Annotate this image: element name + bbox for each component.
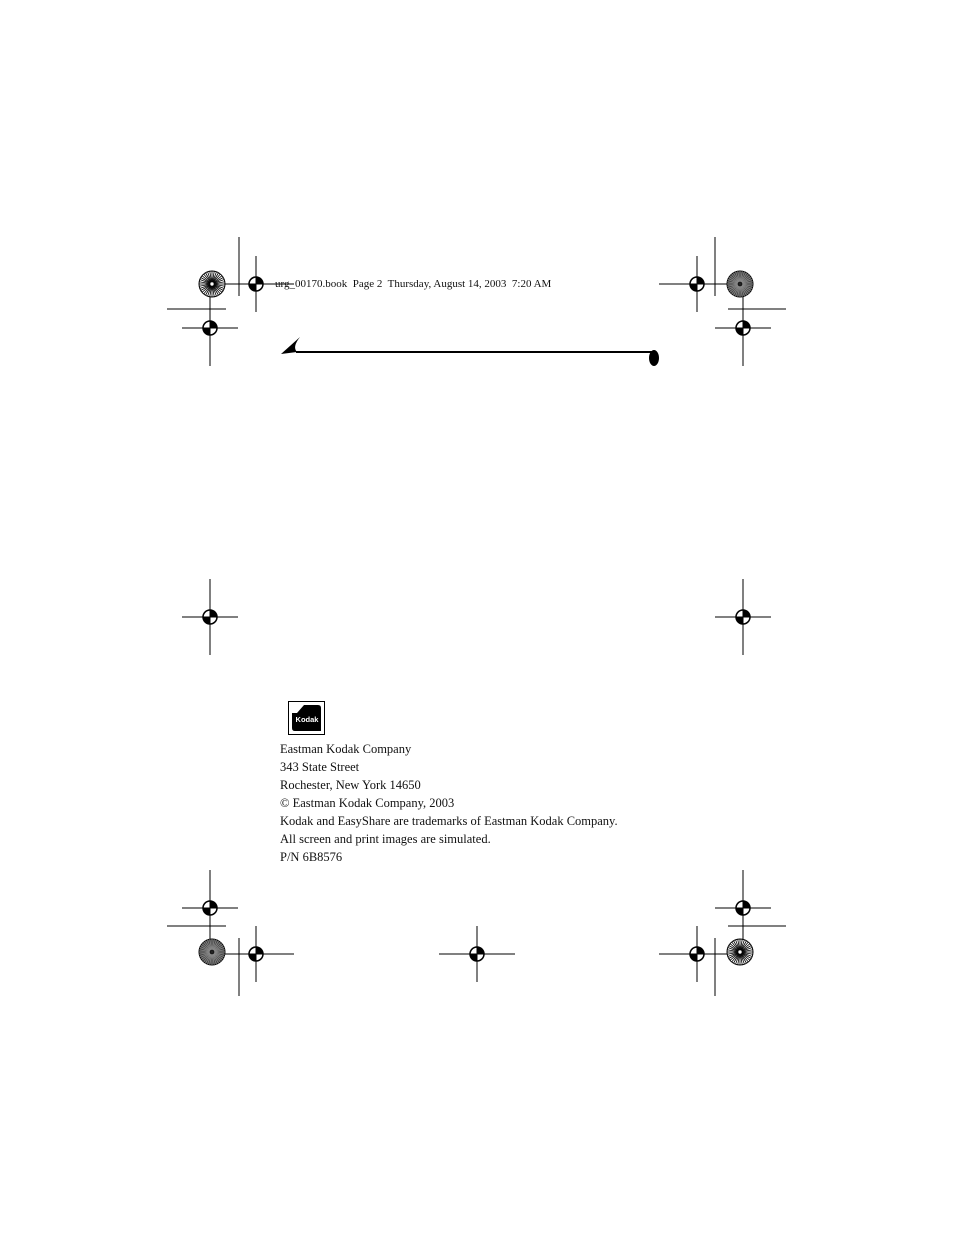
registration-mark-icon xyxy=(715,579,771,655)
imprint-copyright: © Eastman Kodak Company, 2003 xyxy=(280,796,455,810)
crop-marks xyxy=(167,237,786,996)
imprint-simulated-note: All screen and print images are simulated. xyxy=(280,832,491,846)
registration-mark-icon xyxy=(218,926,294,982)
kodak-logo-icon xyxy=(288,701,325,735)
logo-text: Kodak xyxy=(295,715,319,724)
imprint-part-number: P/N 6B8576 xyxy=(280,850,343,864)
imprint-company: Eastman Kodak Company xyxy=(280,742,412,756)
color-target-icon xyxy=(199,271,225,297)
color-target-icon xyxy=(727,271,753,297)
rule-teardrop-icon xyxy=(649,350,659,366)
registration-mark-icon xyxy=(439,926,515,982)
registration-mark-icon xyxy=(182,870,238,946)
registration-marks xyxy=(182,256,771,982)
registration-mark-icon xyxy=(715,290,771,366)
header-rule xyxy=(281,337,659,366)
color-target-icon xyxy=(727,939,753,965)
registration-mark-icon xyxy=(715,870,771,946)
registration-mark-icon xyxy=(182,579,238,655)
imprint-trademarks: Kodak and EasyShare are trademarks of Eastman Kodak Company. xyxy=(280,814,618,828)
imprint-street: 343 State Street xyxy=(280,760,360,774)
imprint-block xyxy=(280,740,618,866)
registration-mark-icon xyxy=(182,290,238,366)
color-target-icon xyxy=(199,939,225,965)
registration-mark-icon xyxy=(659,926,735,982)
file-slug: urg_00170.book Page 2 Thursday, August 14, 2003 7:20 AM xyxy=(275,278,552,290)
registration-mark-icon xyxy=(659,256,735,312)
imprint-city: Rochester, New York 14650 xyxy=(280,778,421,792)
